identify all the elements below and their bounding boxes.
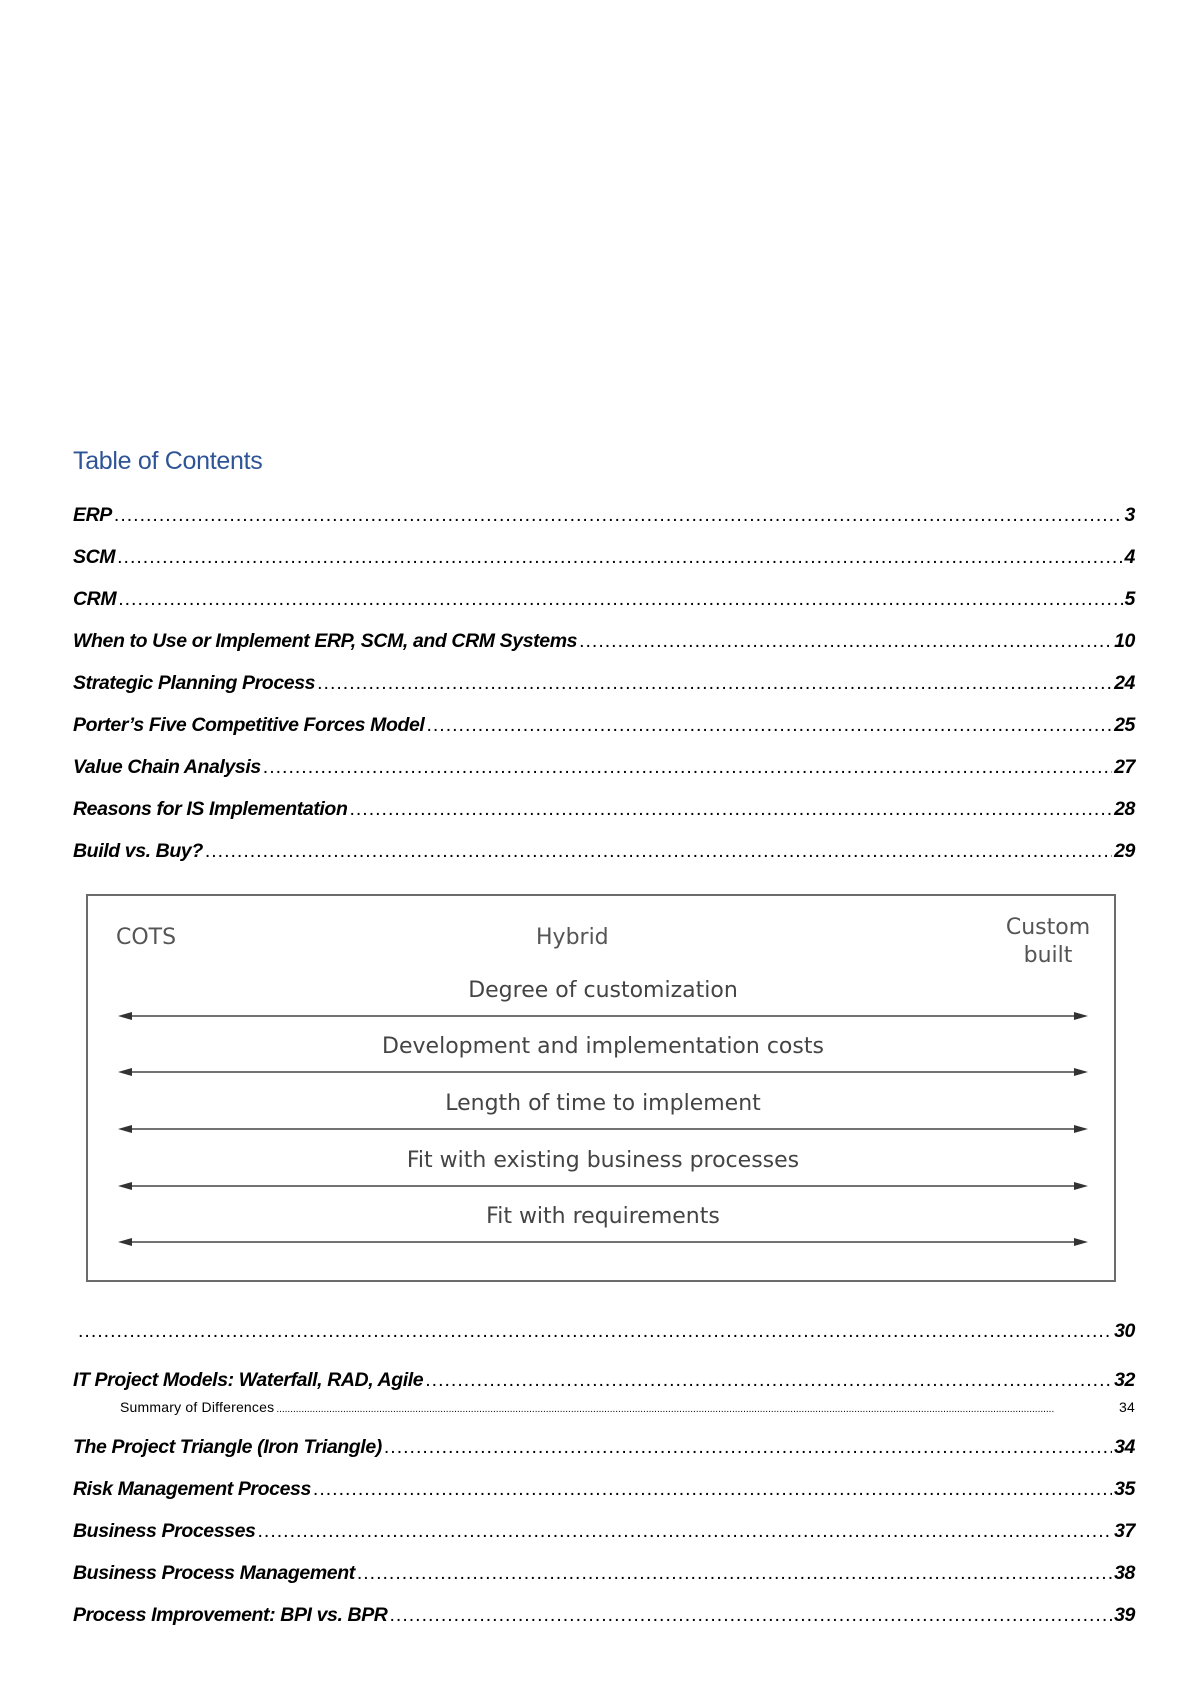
toc-entry-label: When to Use or Implement ERP, SCM, and CRM Systems <box>73 630 578 652</box>
toc-entry[interactable] <box>73 1434 1135 1460</box>
toc-entry-page: 38 <box>1114 1562 1135 1584</box>
toc-entry-page: 35 <box>1114 1478 1135 1500</box>
dot-leader <box>384 1434 1112 1460</box>
arrow-label: Fit with requirements <box>486 1204 720 1229</box>
toc-entry[interactable] <box>73 754 1135 780</box>
toc-entry-page: 34 <box>1119 1399 1135 1415</box>
dot-leader <box>357 1560 1112 1586</box>
toc-entry-page: 25 <box>1114 714 1135 736</box>
toc-entry[interactable] <box>73 1367 1135 1393</box>
toc-entry[interactable] <box>73 712 1135 738</box>
dot-leader <box>78 1318 1112 1344</box>
hybrid-label: Hybrid <box>536 925 609 950</box>
dot-leader <box>276 1401 1117 1419</box>
toc-entry[interactable] <box>73 502 1135 528</box>
dot-leader <box>313 1476 1112 1502</box>
toc-entry[interactable] <box>73 1476 1135 1502</box>
toc-entry-page: 27 <box>1114 756 1135 778</box>
dot-leader <box>263 754 1112 780</box>
toc-subentry[interactable] <box>120 1398 1135 1419</box>
toc-entry-label: Build vs. Buy? <box>73 840 203 862</box>
toc-entry-label: Reasons for IS Implementation <box>73 798 348 820</box>
toc-entry-label: Business Processes <box>73 1520 256 1542</box>
toc-entry-label: IT Project Models: Waterfall, RAD, Agile <box>73 1369 424 1391</box>
toc-entry-label: Risk Management Process <box>73 1478 311 1500</box>
arrow-label: Fit with existing business processes <box>406 1148 800 1173</box>
double-arrow <box>118 1122 1088 1136</box>
toc-entry-page: 28 <box>1114 798 1135 820</box>
dot-leader <box>389 1602 1112 1628</box>
toc-entry-page: 39 <box>1114 1604 1135 1626</box>
double-arrow <box>118 1065 1088 1079</box>
dot-leader <box>349 796 1112 822</box>
toc-entry-page: 4 <box>1124 546 1135 568</box>
dot-leader <box>317 670 1112 696</box>
toc-entry[interactable] <box>73 586 1135 612</box>
toc-entry-page: 10 <box>1114 630 1135 652</box>
build-vs-buy-diagram <box>86 894 1116 1282</box>
dot-leader <box>579 628 1112 654</box>
toc-entry[interactable] <box>73 670 1135 696</box>
double-arrow <box>118 1235 1088 1249</box>
dot-leader <box>118 586 1122 612</box>
toc-entry-page: 37 <box>1114 1520 1135 1542</box>
toc-entry[interactable] <box>78 1318 1135 1344</box>
dot-leader <box>117 544 1122 570</box>
toc-entry-label: Porter’s Five Competitive Forces Model <box>73 714 425 736</box>
toc-entry[interactable] <box>73 796 1135 822</box>
custom-built-label <box>998 914 1098 970</box>
arrow-label: Development and implementation costs <box>382 1034 824 1059</box>
custom-built-label-line1: Custom <box>1005 915 1091 940</box>
toc-entry-label: CRM <box>73 588 117 610</box>
arrow-label: Degree of customization <box>468 978 738 1003</box>
toc-entry[interactable] <box>73 1602 1135 1628</box>
toc-entry-label: Process Improvement: BPI vs. BPR <box>73 1604 388 1626</box>
double-arrow <box>118 1179 1088 1193</box>
toc-entry-page: 32 <box>1114 1369 1135 1391</box>
dot-leader <box>426 712 1112 738</box>
toc-entry-label: The Project Triangle (Iron Triangle) <box>73 1436 382 1458</box>
toc-entry-page: 34 <box>1114 1436 1135 1458</box>
custom-built-label-line2: built <box>1023 943 1073 968</box>
toc-entry-page: 3 <box>1124 504 1135 526</box>
toc-entry-label: Business Process Management <box>73 1562 355 1584</box>
toc-title: Table of Contents <box>73 447 263 475</box>
toc-entry[interactable] <box>73 544 1135 570</box>
toc-entry[interactable] <box>73 628 1135 654</box>
toc-entry-page: 5 <box>1124 588 1135 610</box>
toc-entry-label: Value Chain Analysis <box>73 756 261 778</box>
toc-entry[interactable] <box>73 1560 1135 1586</box>
dot-leader <box>114 502 1123 528</box>
double-arrow <box>118 1009 1088 1023</box>
toc-entry[interactable] <box>73 1518 1135 1544</box>
dot-leader <box>425 1367 1112 1393</box>
toc-entry-page: 30 <box>1114 1320 1135 1342</box>
arrow-label: Length of time to implement <box>445 1091 761 1116</box>
dot-leader <box>258 1518 1113 1544</box>
toc-entry-page: 29 <box>1114 840 1135 862</box>
cots-label: COTS <box>116 925 177 950</box>
toc-entry[interactable] <box>73 838 1135 864</box>
toc-entry-page: 24 <box>1114 672 1135 694</box>
toc-entry-label: Summary of Differences <box>120 1399 275 1415</box>
toc-entry-label: Strategic Planning Process <box>73 672 316 694</box>
dot-leader <box>205 838 1112 864</box>
toc-entry-label: SCM <box>73 546 116 568</box>
toc-entry-label: ERP <box>73 504 112 526</box>
